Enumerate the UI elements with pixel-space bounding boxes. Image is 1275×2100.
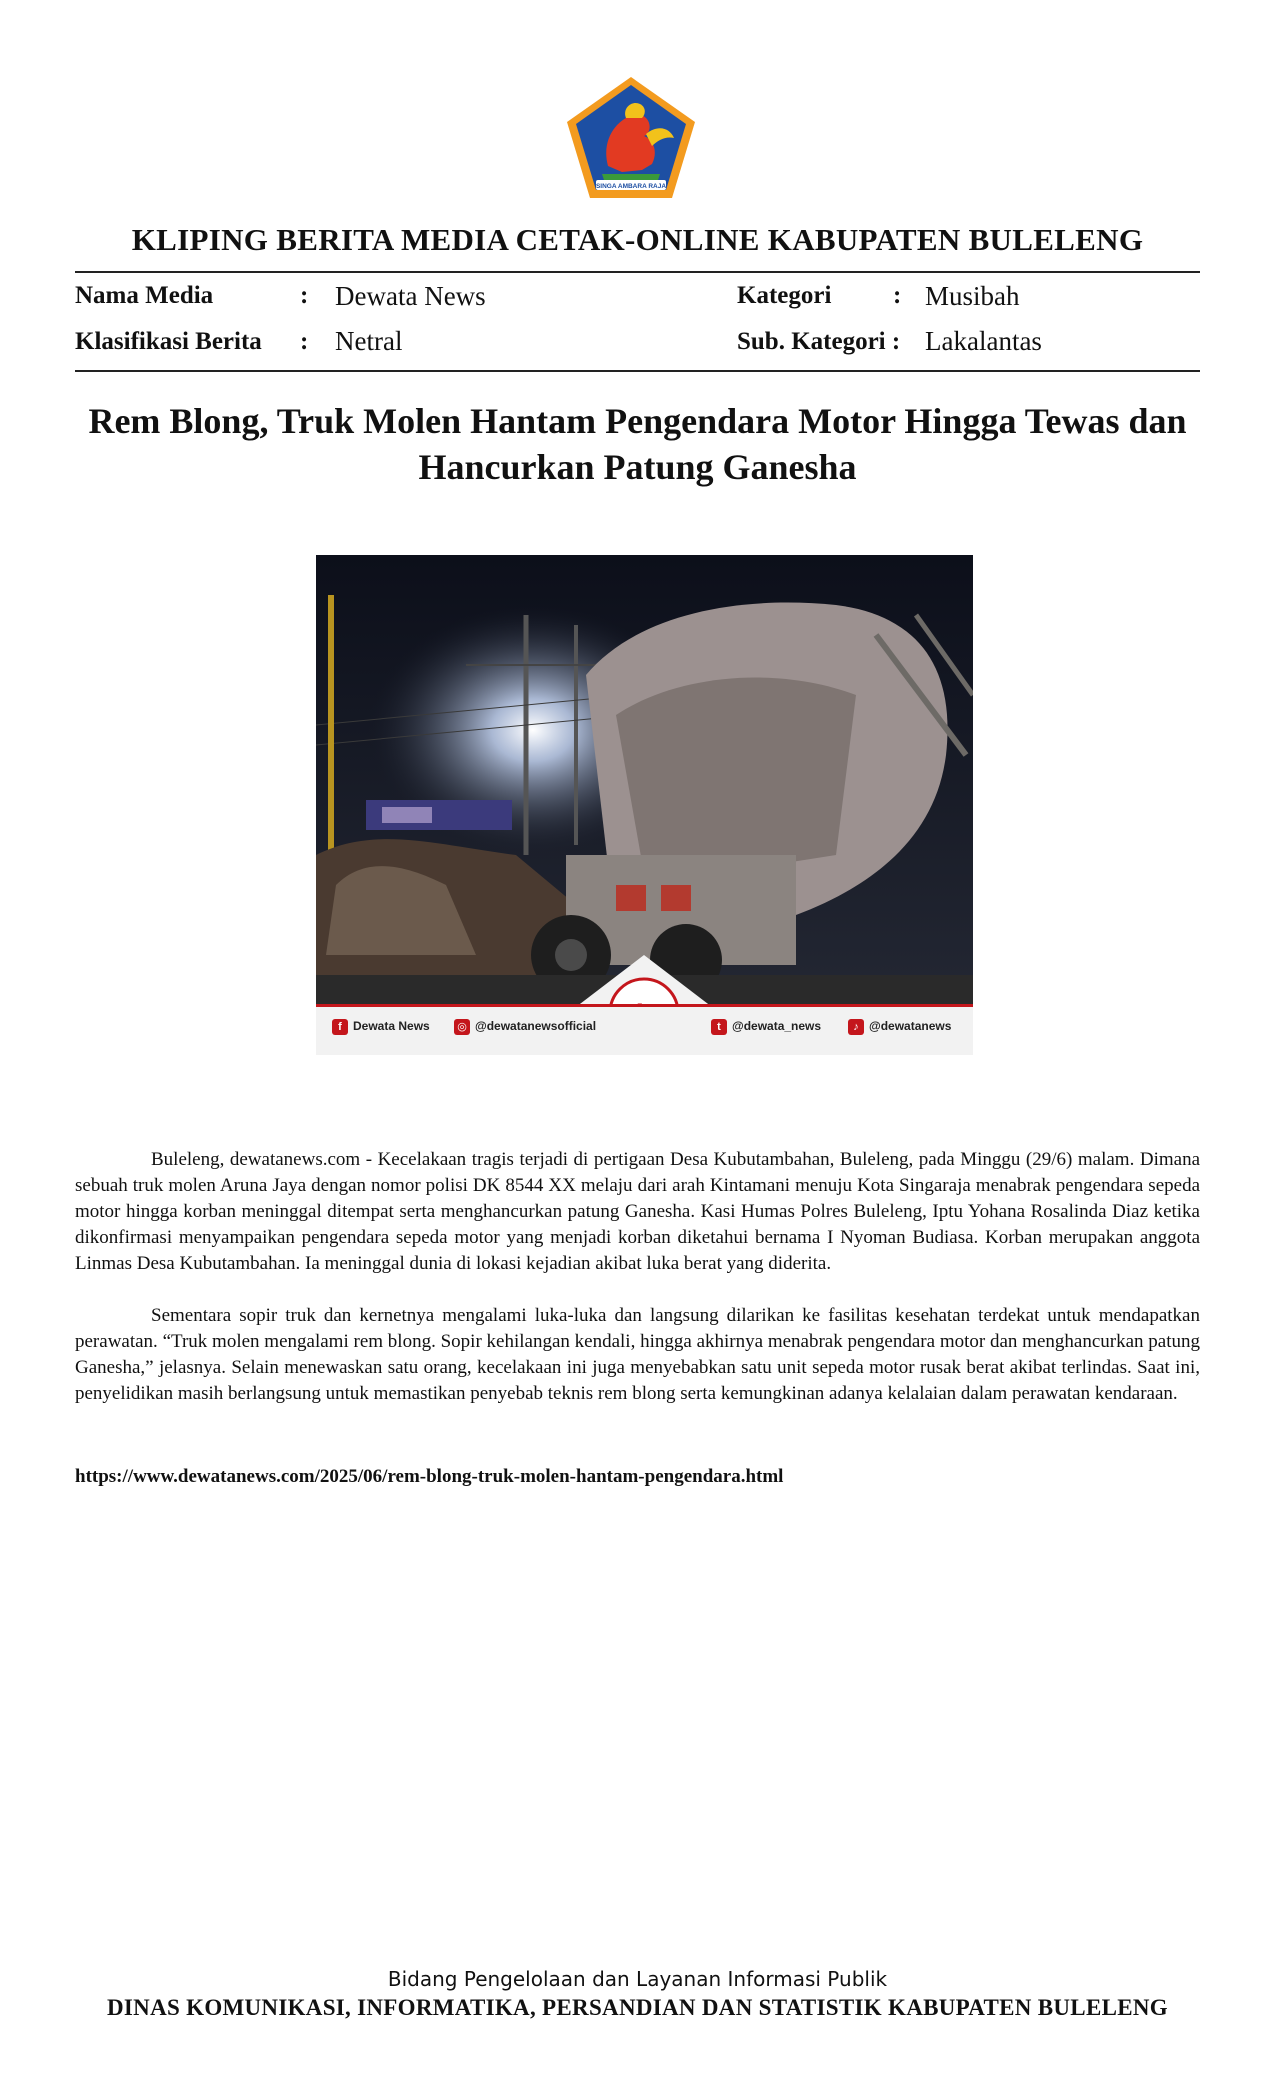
category-label: Kategori (737, 282, 832, 309)
banner-instagram-label: @dewatanewsofficial (475, 1019, 597, 1034)
banner-twitter (711, 1019, 821, 1035)
facebook-icon: f (332, 1019, 348, 1035)
article-body (75, 1147, 1200, 1433)
classification-label: Klasifikasi Berita (75, 328, 262, 355)
instagram-icon: ◎ (454, 1019, 470, 1035)
article-paragraph-2: Sementara sopir truk dan kernetnya mengalami luka-luka dan langsung dilarikan ke fasilitas kesehatan terdekat untuk mendapatkan perawatan. “Truk molen mengalami rem blong. Sopir kehilangan kendali, hingga akhirnya menabrak pengendara motor dan menghancurkan patung Ganesha,” jelasnya. Selain menewaskan satu orang, kecelakaan ini juga menyebabkan satu unit sepeda motor rusak berat akibat terlindas. Saat ini, penyelidikan masih berlangsung untuk memastikan penyebab teknis rem blong serta kemungkinan adanya kelalaian dalam perawatan kendaraan. (75, 1305, 1200, 1404)
banner-twitter-label: @dewata_news (732, 1019, 822, 1034)
category-value: Musibah (925, 281, 1020, 311)
banner-facebook-label: Dewata News (353, 1019, 430, 1034)
top-rule (75, 271, 1200, 273)
news-photo (316, 555, 973, 1055)
document-title: KLIPING BERITA MEDIA CETAK-ONLINE KABUPATEN BULELENG (131, 222, 1144, 257)
media-value: Dewata News (335, 281, 486, 311)
crest-motto: SINGA AMBARA RAJA (595, 183, 667, 190)
media-colon: : (300, 282, 309, 309)
banner-tiktok (848, 1019, 951, 1035)
article-paragraph-1: Buleleng, dewatanews.com - Kecelakaan tragis terjadi di pertigaan Desa Kubutambahan, Buleleng, pada Minggu (29/6) malam. Dimana sebuah truk molen Aruna Jaya dengan nomor polisi DK 8544 XX melaju dari arah Kintamani menuju Kota Singaraja menabrak pengendara sepeda motor hingga korban meninggal ditempat serta menghancurkan patung Ganesha. Kasi Humas Polres Buleleng, Iptu Yohana Rosalinda Diaz ketika dikonfirmasi menyampaikan pengendara sepeda motor yang menjadi korban diketahui bernama I Nyoman Budiasa. Korban merupakan anggota Linmas Desa Kubutambahan. Ia meninggal dunia di lokasi kejadian akibat luka berat yang diderita. (75, 1149, 1200, 1274)
category-colon: : (893, 282, 902, 309)
footer-agency: DINAS KOMUNIKASI, INFORMATIKA, PERSANDIAN DAN STATISTIK KABUPATEN BULELENG (107, 1995, 1168, 2020)
buleleng-crest-icon (562, 74, 700, 202)
article-headline: Rem Blong, Truk Molen Hantam Pengendara Motor Hingga Tewas dan Hancurkan Patung Ganesha (88, 401, 1187, 487)
classification-value: Netral (335, 326, 403, 356)
subcategory-value: Lakalantas (925, 326, 1042, 356)
footer-division: Bidang Pengelolaan dan Layanan Informasi Publik (387, 1967, 888, 1991)
source-url-link[interactable]: https://www.dewatanews.com/2025/06/rem-blong-truk-molen-hantam-pengendara.html (75, 1466, 784, 1487)
banner-instagram (454, 1019, 596, 1035)
tiktok-icon: ♪ (848, 1019, 864, 1035)
bottom-rule (75, 370, 1200, 372)
banner-tiktok-label: @dewatanews (869, 1019, 952, 1034)
photo-social-banner (316, 1004, 973, 1055)
media-label: Nama Media (75, 282, 214, 309)
classification-colon: : (300, 328, 309, 355)
twitter-icon: t (711, 1019, 727, 1035)
subcategory-label: Sub. Kategori : (737, 328, 901, 355)
banner-facebook (332, 1019, 430, 1035)
